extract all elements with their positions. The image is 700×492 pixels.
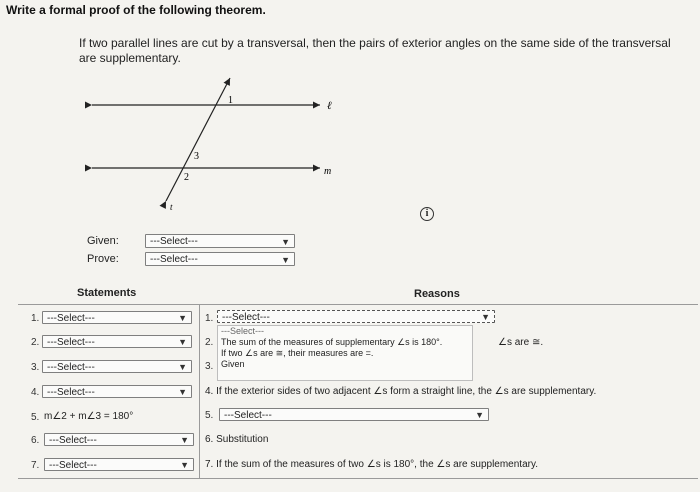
reason-4-text: 4. If the exterior sides of two adjacent ∠s form a straight line, the ∠s are supplementary.: [205, 386, 597, 397]
reason-dropdown-list: [217, 325, 473, 381]
statement-6-value: ---Select---: [49, 435, 97, 446]
reason-6-text: 6. Substitution: [205, 434, 269, 445]
page-title: Write a formal proof of the following theorem.: [6, 3, 266, 17]
dropdown-option[interactable]: Given: [221, 359, 245, 369]
chevron-down-icon: ▼: [180, 435, 189, 445]
statement-1-select[interactable]: [42, 311, 192, 324]
statement-6-select[interactable]: [44, 433, 194, 446]
given-select[interactable]: [145, 234, 295, 248]
theorem-text: If two parallel lines are cut by a transversal, then the pairs of exterior angles on the same side of the transversal are supplementary.: [79, 36, 671, 65]
statement-num: 6.: [31, 435, 40, 446]
reason-num: 2.: [205, 337, 214, 348]
dropdown-option[interactable]: ---Select---: [221, 326, 264, 336]
reason-num: 3.: [205, 361, 214, 372]
chevron-down-icon: ▼: [281, 237, 290, 247]
chevron-down-icon: ▼: [178, 313, 187, 323]
line-l-label: ℓ: [327, 100, 332, 112]
reason-1-select[interactable]: [217, 310, 495, 323]
chevron-down-icon: ▼: [475, 410, 484, 420]
reasons-header: Reasons: [414, 288, 460, 300]
reason-num: 5.: [205, 410, 214, 421]
given-label: Given:: [87, 235, 119, 247]
reason-7-text: 7. If the sum of the measures of two ∠s is 180°, the ∠s are supplementary.: [205, 459, 539, 470]
angle-3-label: 3: [194, 151, 199, 162]
chevron-down-icon: ▼: [481, 312, 490, 322]
statement-num: 3.: [31, 362, 40, 373]
reason-5-value: ---Select---: [224, 410, 272, 421]
statement-num: 1.: [31, 313, 40, 324]
chevron-down-icon: ▼: [178, 387, 187, 397]
chevron-down-icon: ▼: [178, 337, 187, 347]
prove-select[interactable]: [145, 252, 295, 266]
reason-num: 1.: [205, 313, 214, 324]
chevron-down-icon: ▼: [281, 255, 290, 265]
dropdown-option[interactable]: The sum of the measures of supplementary ∠s is 180°.: [221, 337, 443, 347]
statement-5-text: m∠2 + m∠3 = 180°: [44, 411, 134, 422]
table-top-border: [18, 304, 698, 305]
statement-num: 2.: [31, 337, 40, 348]
column-divider: [199, 304, 200, 479]
statement-num: 4.: [31, 387, 40, 398]
prove-select-value: ---Select---: [150, 254, 198, 265]
dropdown-option[interactable]: If two ∠s are ≅, their measures are =.: [221, 348, 374, 358]
statement-7-value: ---Select---: [49, 460, 97, 471]
table-bottom-border: [18, 478, 698, 479]
info-icon[interactable]: i: [420, 207, 434, 221]
line-t-label: t: [170, 202, 173, 212]
statements-header: Statements: [77, 287, 137, 299]
parallel-lines-figure: [80, 70, 350, 220]
statement-num: 7.: [31, 460, 40, 471]
statement-7-select[interactable]: [44, 458, 194, 471]
statement-2-select[interactable]: [42, 335, 192, 348]
statement-1-value: ---Select---: [47, 313, 95, 324]
reason-2-tail: ∠s are ≅.: [498, 337, 544, 348]
transversal-t: [166, 78, 230, 201]
given-select-value: ---Select---: [150, 236, 198, 247]
reason-5-select[interactable]: [219, 408, 489, 421]
statement-3-select[interactable]: [42, 360, 192, 373]
chevron-down-icon: ▼: [180, 460, 189, 470]
reason-1-value: ---Select---: [222, 312, 270, 323]
statement-4-value: ---Select---: [47, 387, 95, 398]
statement-4-select[interactable]: [42, 385, 192, 398]
statement-3-value: ---Select---: [47, 362, 95, 373]
angle-2-label: 2: [184, 172, 189, 183]
line-m-label: m: [324, 166, 332, 177]
chevron-down-icon: ▼: [178, 362, 187, 372]
angle-1-label: 1: [228, 95, 233, 106]
prove-label: Prove:: [87, 253, 119, 265]
statement-2-value: ---Select---: [47, 337, 95, 348]
statement-num: 5.: [31, 412, 40, 423]
